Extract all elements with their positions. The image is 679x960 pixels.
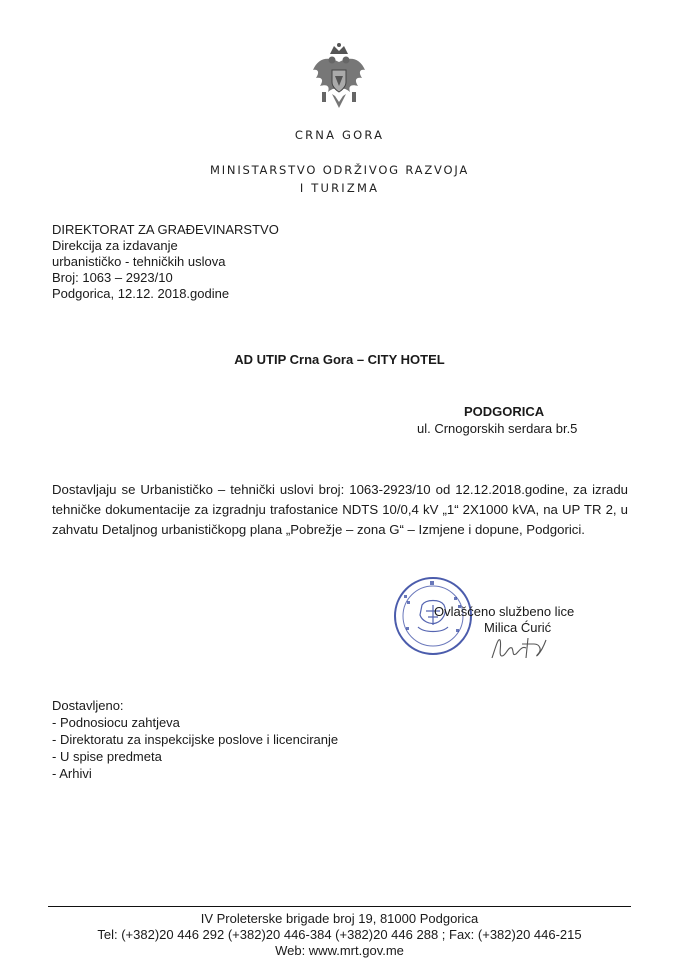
directorate-sub2: urbanističko - tehničkih uslova: [52, 254, 226, 269]
footer-divider: [48, 906, 631, 907]
ministry-title-line2: I TURIZMA: [299, 181, 380, 195]
country-title: CRNA GORA: [294, 128, 385, 142]
document-number: Broj: 1063 – 2923/10: [52, 270, 173, 285]
footer-phones: Tel: (+382)20 446 292 (+382)20 446-384 (+382)20 446 288 ; Fax: (+382)20 446-215: [97, 927, 582, 942]
directorate-name: DIREKTORAT ZA GRAĐEVINARSTVO: [52, 222, 279, 237]
recipient-name: AD UTIP Crna Gora – CITY HOTEL: [234, 352, 445, 367]
list-item: - U spise predmeta: [52, 749, 162, 764]
distribution-list: [52, 697, 338, 782]
signatory-title: Ovlašćeno službeno lice: [434, 604, 575, 619]
recipient-address: ul. Crnogorskih serdara br.5: [417, 421, 578, 436]
sender-block: [52, 222, 279, 302]
distribution-heading: Dostavljeno:: [52, 698, 124, 713]
list-item: - Podnosiocu zahtjeva: [52, 715, 180, 730]
signatory-name: Milica Ćurić: [484, 620, 552, 635]
footer-web: Web: www.mrt.gov.me: [275, 943, 404, 958]
directorate-sub1: Direkcija za izdavanje: [52, 238, 178, 253]
handwritten-signature: [488, 632, 550, 664]
list-item: - Direktoratu za inspekcijske poslove i licenciranje: [52, 732, 339, 747]
coat-of-arms-icon: [310, 42, 368, 116]
list-item: - Arhivi: [52, 766, 92, 781]
recipient-city: PODGORICA: [464, 404, 545, 419]
place-date: Podgorica, 12.12. 2018.godine: [52, 286, 230, 301]
letter-body: Dostavljaju se Urbanističko – tehnički uslovi broj: 1063-2923/10 od 12.12.2018.godine, za izradu tehničke dokumentacije za izgradnju trafostanice NDTS 10/0,4 kV „1“ 2X1000 kVA, na UP TR 2, u zahvatu Detaljnog urbanističkopg plana „Pobrežje – zona G“ – Izmjene i dopune, Podgorici.: [52, 482, 628, 537]
footer-address: IV Proleterske brigade broj 19, 81000 Podgorica: [200, 911, 479, 926]
ministry-title: MINISTARSTVO ODRŽIVOG RAZVOJA: [210, 163, 469, 177]
